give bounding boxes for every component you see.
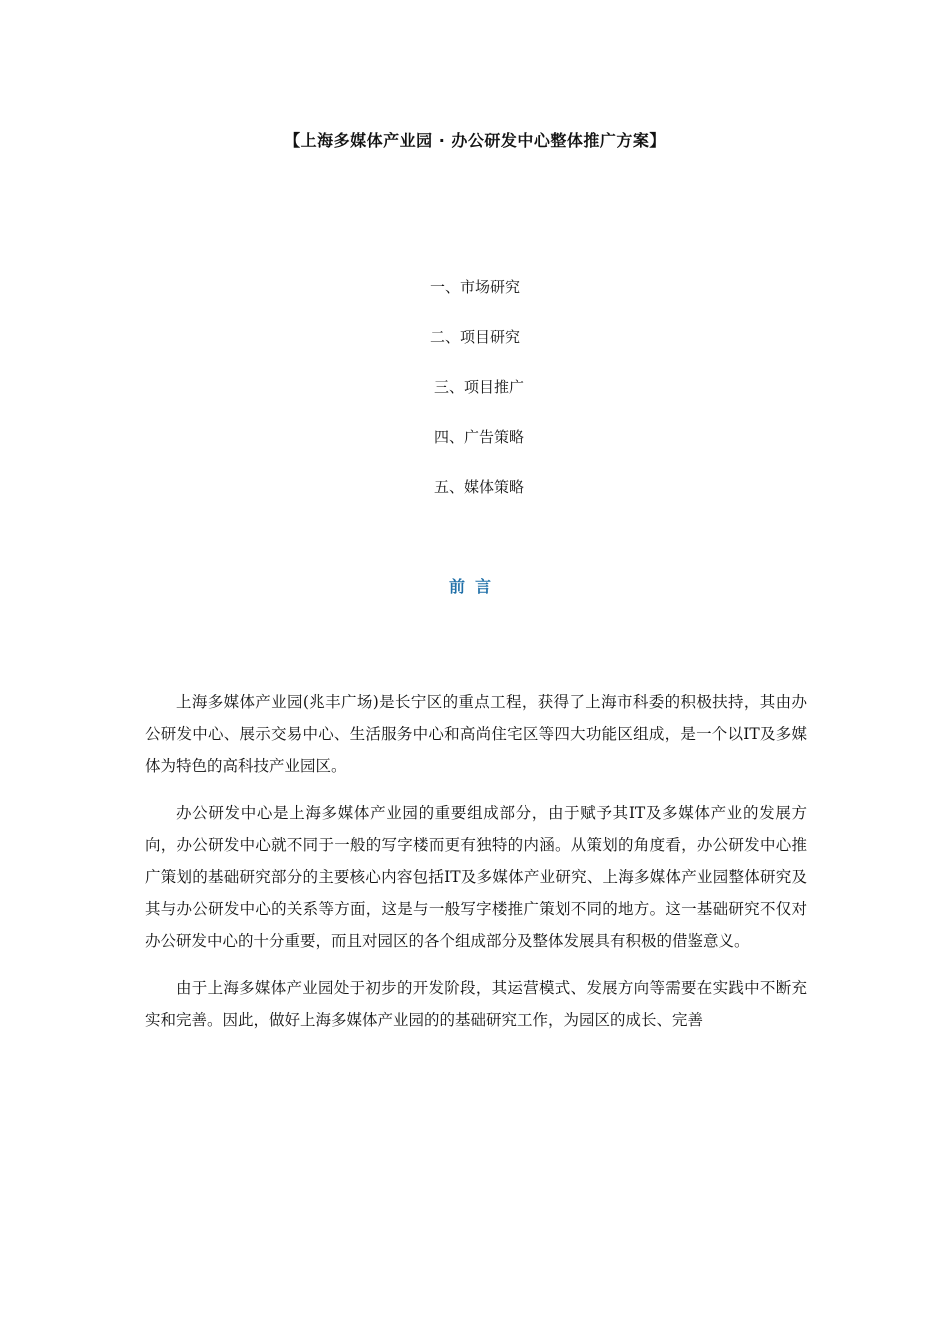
document-title: 【上海多媒体产业园 · 办公研发中心整体推广方案】	[284, 131, 666, 150]
toc-item: 四、广告策略	[433, 428, 524, 446]
preface-heading: 前言	[448, 577, 501, 596]
body-paragraph: 由于上海多媒体产业园处于初步的开发阶段，其运营模式、发展方向等需要在实践中不断充实和完善。因此，做好上海多媒体产业园的的基础研究工作，为园区的成长、完善	[145, 979, 807, 1029]
toc-item: 三、项目推广	[433, 378, 524, 396]
toc-item: 一、市场研究	[429, 278, 520, 296]
body-paragraph: 办公研发中心是上海多媒体产业园的重要组成部分，由于赋予其IT及多媒体产业的发展方向，办公研发中心就不同于一般的写字楼而更有独特的内涵。从策划的角度看，办公研发中心推广策划的基础研究部分的主要核心内容包括IT及多媒体产业研究、上海多媒体产业园整体研究及其与办公研发中心的关系等方面，这是与一般写字楼推广策划不同的地方。这一基础研究不仅对办公研发中心的十分重要，而且对园区的各个组成部分及整体发展具有积极的借鉴意义。	[145, 804, 807, 950]
table-of-contents	[0, 276, 950, 526]
body-paragraph: 上海多媒体产业园(兆丰广场)是长宁区的重点工程，获得了上海市科委的积极扶持，其由办公研发中心、展示交易中心、生活服务中心和高尚住宅区等四大功能区组成，是一个以IT及多媒体为特色的高科技产业园区。	[145, 693, 807, 775]
preface-body	[145, 686, 807, 1036]
toc-item: 五、媒体策略	[433, 478, 524, 496]
toc-item: 二、项目研究	[429, 328, 520, 346]
